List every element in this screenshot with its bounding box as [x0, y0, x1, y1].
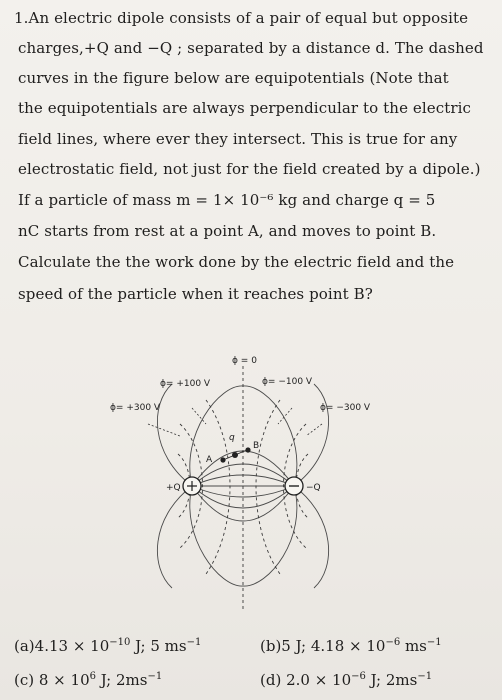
label-phi-plus300: ϕ= +300 V: [110, 403, 161, 413]
label-phi-minus100: ϕ= −100 V: [262, 377, 313, 387]
question-line-1: 1.An electric dipole consists of a pair of equal but opposite: [14, 9, 469, 27]
choice-b[interactable]: (b)5 J; $4.18 \times 10^{-6}$ $ms^{-1}$: [260, 637, 442, 655]
field-line: [294, 486, 329, 588]
choice-c[interactable]: (c) $8 \times 10^6$ J; $2ms^{-1}$: [14, 671, 163, 689]
question-line-6: electrostatic field, not just for the field created by a dipole.): [18, 160, 481, 178]
question-line-8: nC starts from rest at a point A, and moves to point B.: [18, 222, 437, 240]
label-phi-minus300: ϕ= −300 V: [320, 403, 371, 413]
label-particle-q: q: [229, 433, 235, 443]
field-line: [157, 486, 192, 588]
leader-minus300: [306, 424, 322, 436]
question-line-9: Calculate the the work done by the electric field and the: [18, 253, 455, 271]
label-point-b: B: [253, 441, 260, 451]
question-number: 1.: [14, 9, 29, 27]
label-negative-charge: −Q: [306, 483, 321, 493]
dipole-figure: [110, 344, 410, 624]
label-leaders: [148, 408, 322, 436]
label-point-a: A: [206, 455, 213, 465]
equipotential-minus100: [256, 400, 280, 574]
question-line-3: curves in the figure below are equipotentials (Note that: [18, 69, 449, 87]
field-line: [157, 384, 192, 486]
choice-d[interactable]: (d) $2.0 \times 10^{-6}$ J; $2ms^{-1}$: [260, 671, 433, 689]
label-positive-charge: +Q: [166, 483, 181, 493]
question-line-4: the equipotentials are always perpendicular to the electric: [18, 99, 472, 117]
leader-plus300: [148, 424, 180, 436]
particle-dot: [232, 452, 238, 458]
label-phi-zero: ϕ = 0: [232, 356, 257, 366]
label-phi-plus100: ϕ= +100 V: [160, 379, 211, 389]
dipole-diagram: [110, 344, 410, 624]
question-line-2: charges,+Q and −Q ; separated by a distance d. The dashed: [18, 39, 484, 57]
field-line: [294, 384, 329, 486]
choice-a[interactable]: $(a)4.13 \times 10^{-10}$ J; 5 $ms^{-1}$: [14, 637, 202, 655]
question-line-7: If a particle of mass m = 1× 10⁻⁶ kg and charge q = 5: [18, 191, 436, 209]
equipotential-plus100: [206, 400, 230, 574]
question-line-10: speed of the particle when it reaches point B?: [18, 285, 373, 303]
question-line-5: field lines, where ever they intersect. This is true for any: [18, 130, 458, 148]
